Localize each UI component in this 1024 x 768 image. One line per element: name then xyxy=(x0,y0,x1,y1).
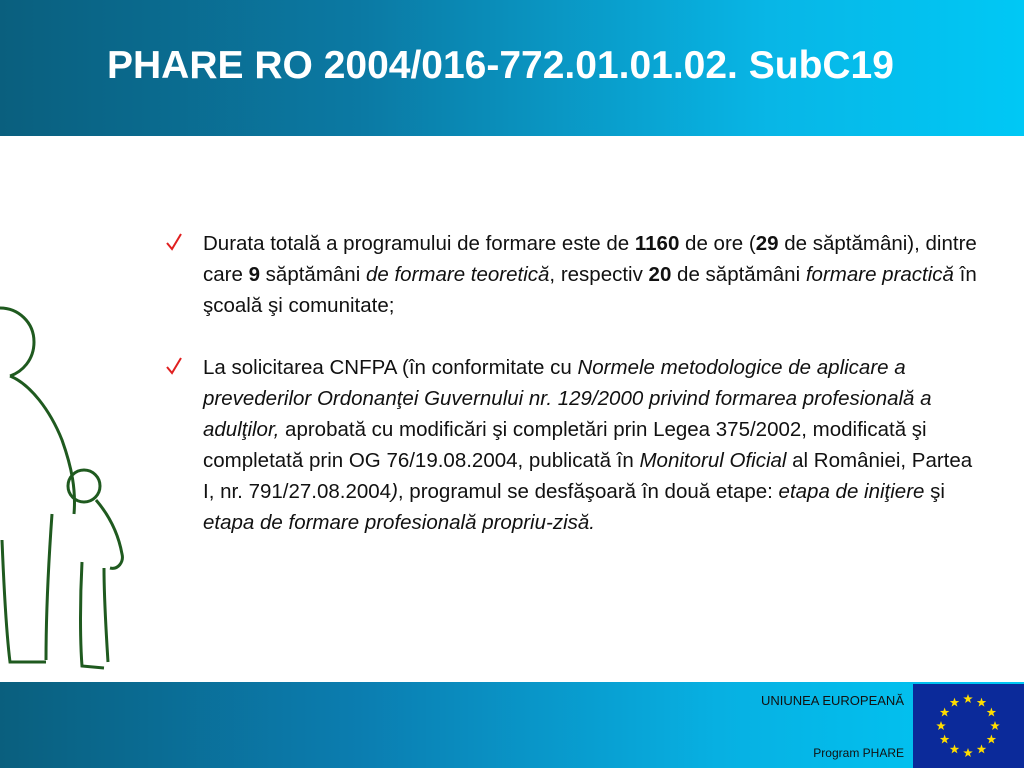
text-segment: de săptămâni xyxy=(671,263,806,286)
text-segment-bold: 9 xyxy=(248,263,260,286)
flag-star xyxy=(950,698,960,707)
footer-program: Program PHARE xyxy=(813,746,904,760)
text-segment-bold: 20 xyxy=(648,263,672,286)
flag-star xyxy=(950,744,960,753)
bullet-text xyxy=(203,232,977,317)
text-segment: şi xyxy=(924,480,945,503)
text-segment-italic: etapa de formare profesională propriu-zisă. xyxy=(203,511,595,534)
flag-star xyxy=(963,748,973,757)
flag-star xyxy=(990,721,1000,730)
text-segment: de ore ( xyxy=(679,232,756,255)
footer-organization: UNIUNEA EUROPEANĂ xyxy=(760,693,904,708)
text-segment: de săptămâni), dintre care xyxy=(203,232,977,286)
content-area xyxy=(165,228,985,569)
bullet-item-duration xyxy=(165,228,985,321)
text-segment: Durata totală a programului de formare este de xyxy=(203,232,635,255)
checkmark-icon xyxy=(165,231,183,253)
bullet-item-stages xyxy=(165,352,985,538)
text-segment-italic: ) xyxy=(391,480,398,503)
text-segment: al României, Partea I, nr. 791/27.08.2004 xyxy=(203,449,973,503)
text-segment: aprobată cu modificări şi completări prin Legea 375/2002, modificată şi completată prin OG 76/19.08.2004, publicată în xyxy=(203,418,927,472)
bullet-text xyxy=(203,356,972,534)
page-title: PHARE RO 2004/016-772.01.01.02. SubC19 xyxy=(107,44,894,87)
flag-star xyxy=(940,708,950,717)
parent-child-outline-icon xyxy=(0,300,135,675)
text-segment-italic: Monitorul Oficial xyxy=(639,449,787,472)
flag-star xyxy=(940,735,950,744)
text-segment: , respectiv xyxy=(549,263,649,286)
eu-flag-icon xyxy=(913,684,1024,768)
text-segment-italic: etapa de iniţiere xyxy=(778,480,925,503)
flag-star xyxy=(977,698,987,707)
text-segment: săptămâni xyxy=(259,263,366,286)
flag-star xyxy=(987,735,997,744)
header-banner xyxy=(0,0,1024,136)
text-segment: La solicitarea CNFPA (în conformitate cu xyxy=(203,356,578,379)
flag-star xyxy=(963,694,973,703)
flag-star xyxy=(936,721,946,730)
text-segment: în şcoală şi comunitate; xyxy=(203,263,977,317)
checkmark-icon xyxy=(165,355,183,377)
text-segment: , programul se desfăşoară în două etape: xyxy=(397,480,779,503)
flag-star xyxy=(987,708,997,717)
text-segment-italic: formare practică xyxy=(805,263,954,286)
text-segment-bold: 1160 xyxy=(634,232,680,255)
text-segment-bold: 29 xyxy=(755,232,779,255)
flag-star xyxy=(977,744,987,753)
text-segment-italic: Normele metodologice de aplicare a prevederilor Ordonanţei Guvernului nr. 129/2000 privind formarea profesională a adulţilor, xyxy=(203,356,932,441)
text-segment-italic: de formare teoretică xyxy=(365,263,550,286)
